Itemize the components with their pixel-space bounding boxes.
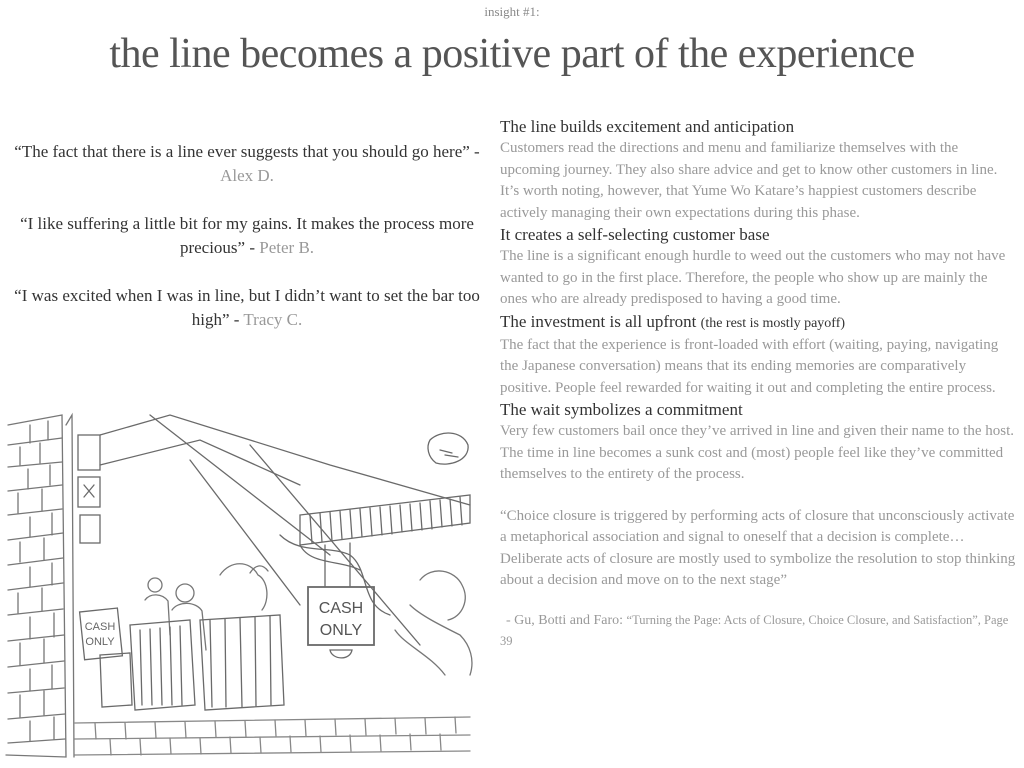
- section-heading-commitment: The wait symbolizes a commitment: [500, 400, 743, 419]
- section-heading-aside: (the rest is mostly payoff): [700, 315, 846, 331]
- section-body-investment: The fact that the experience is front-loaded with effort (waiting, paying, navigating the Japanese conversation) means that its ending memories are comparatively positive. People feel rewarded for waiting it out and completing the entire process.: [500, 336, 999, 396]
- page-title: the line becomes a positive part of the experience: [109, 31, 915, 77]
- sketch-drawing: [0, 405, 495, 760]
- quote-author: Tracy C.: [243, 310, 303, 329]
- quote-text: “I like suffering a little bit for my gains. It makes the process more precious” -: [20, 214, 474, 257]
- small-cash-sign: [80, 608, 123, 660]
- research-quote: “Choice closure is triggered by performing acts of closure that unconsciously activate a metaphorical association and signal to oneself that a decision is complete… Deliberate acts of closure are mostly used to symbolize the resolution to stop thinking about a decision and move on to the next stage”: [500, 507, 1016, 588]
- quote-author: Alex D.: [220, 166, 274, 185]
- brick-floor: [75, 717, 470, 755]
- counters: [100, 615, 284, 710]
- section-heading-investment: The investment is all upfront (the rest is mostly payoff): [500, 311, 846, 331]
- insight-details: [500, 116, 1016, 652]
- insight-kicker: insight #1:: [484, 4, 540, 19]
- section-body-excitement: Customers read the directions and menu and familiarize themselves with the upcoming journey. They also share advice and get to know other customers in line. It’s worth noting, however, that Yume Wo Katare’s happiest customers describe actively managing their own expectations during this phase.: [500, 140, 998, 221]
- citation-source: “Turning the Page: Acts of Closure, Choice Closure, and Satisfaction”, Page 39: [500, 612, 1009, 648]
- section-body-commitment: Very few customers bail once they’ve arrived in line and given their name to the host. The time in line becomes a sunk cost and (most) people feel like they’ve committed themselves to the entirety of the process.: [500, 423, 1014, 482]
- small-sign-text-line1: CASH: [84, 621, 116, 633]
- line-sketch-illustration: [0, 405, 495, 760]
- brick-wall: [6, 415, 74, 757]
- customer-quotes: [8, 140, 486, 356]
- small-sign-text-line2: ONLY: [85, 636, 115, 648]
- quote-peter: [8, 212, 486, 260]
- section-heading-excitement: The line builds excitement and anticipation: [500, 117, 795, 136]
- citation-authors: - Gu, Botti and Faro:: [506, 612, 624, 628]
- hanging-lamp: [428, 433, 468, 464]
- sign-text-line1: CASH: [318, 600, 364, 617]
- sign-text-line2: ONLY: [319, 622, 363, 639]
- section-heading-self-selecting: It creates a self-selecting customer base: [500, 225, 770, 244]
- quote-tracy: [8, 284, 486, 332]
- quote-text: “I was excited when I was in line, but I didn’t want to set the bar too high” -: [14, 286, 480, 329]
- quote-alex: [8, 140, 486, 188]
- cash-only-sign: [308, 543, 374, 658]
- citation: [500, 610, 1016, 652]
- wall-windows: [78, 435, 100, 543]
- section-body-self-selecting: The line is a significant enough hurdle to weed out the customers who may not have wanted to go in the first place. Therefore, the people who show up are mainly the ones who are already predisposed to having a good time.: [500, 248, 1006, 307]
- quote-text: “The fact that there is a line ever suggests that you should go here” -: [14, 142, 480, 161]
- quote-author: Peter B.: [259, 238, 315, 257]
